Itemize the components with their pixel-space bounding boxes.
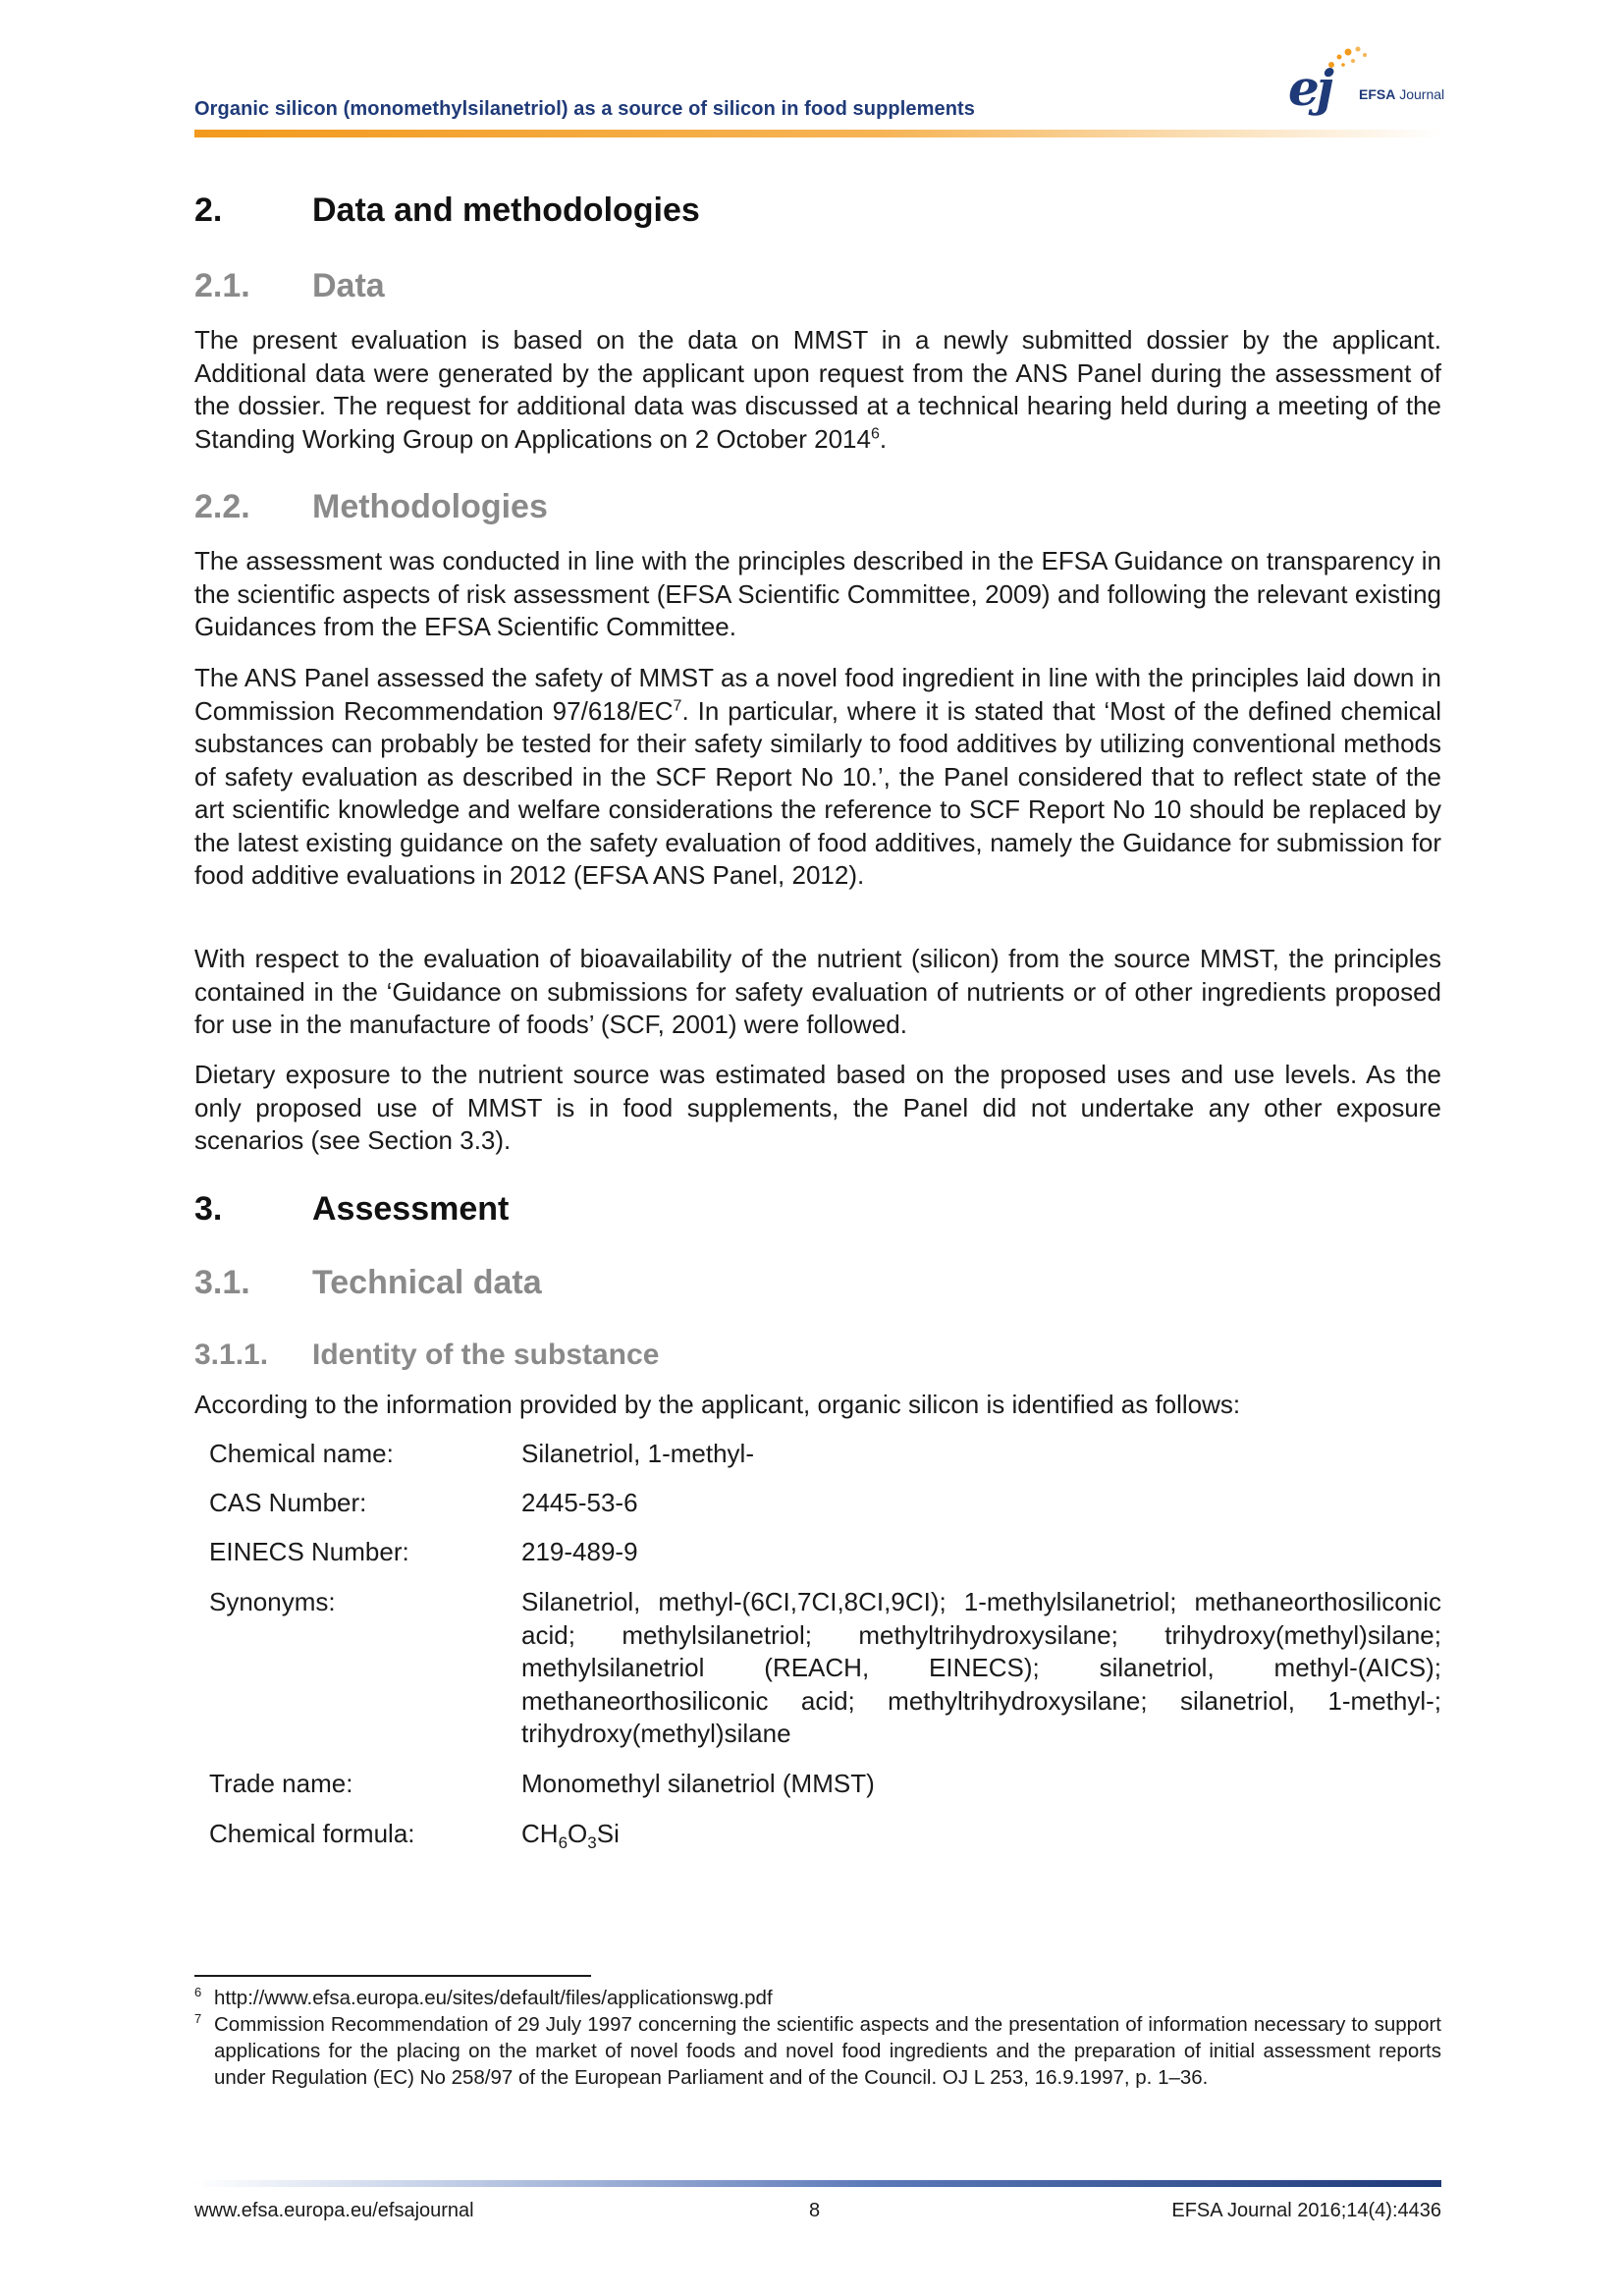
logo-wordmark bbox=[1359, 86, 1444, 102]
paragraph-methodologies-4: Dietary exposure to the nutrient source was estimated based on the proposed uses and use levels. As the only proposed use of MMST is in food supplements, the Panel did not undertake any other exposure scenarios (see Section 3.3). bbox=[194, 1060, 1441, 1155]
footnote-separator bbox=[194, 1975, 591, 1977]
footer-citation: EFSA Journal 2016;14(4):4436 bbox=[1171, 2200, 1441, 2221]
running-title: Organic silicon (monomethylsilanetriol) as a source of silicon in food supplements bbox=[194, 98, 976, 120]
identity-label: CAS Number: bbox=[209, 1488, 367, 1517]
section-number: 3.1.1. bbox=[194, 1339, 269, 1371]
identity-label: Trade name: bbox=[209, 1769, 353, 1798]
identity-intro: According to the information provided by the applicant, organic silicon is identified as follows: bbox=[194, 1390, 1241, 1419]
footnote-ref-6: 6 bbox=[870, 424, 880, 442]
paragraph-methodologies-1: The assessment was conducted in line with the principles described in the EFSA Guidance on transparency in the scientific aspects of risk assessment (EFSA Scientific Committee, 2009) and following the relevant existing Guidances from the EFSA Scientific Committee. bbox=[194, 546, 1441, 641]
section-title: Identity of the substance bbox=[312, 1339, 660, 1371]
section-title: Technical data bbox=[312, 1264, 542, 1301]
paragraph-methodologies-3: With respect to the evaluation of bioavailability of the nutrient (silicon) from the source MMST, the principles contained in the ‘Guidance on submissions for safety evaluation of nutrients or of other ingredients proposed for use in the manufacture of foods’ (SCF, 2001) were followed. bbox=[194, 944, 1441, 1039]
footnote-6 bbox=[194, 1985, 1441, 2011]
footnote-text: Commission Recommendation of 29 July 1997 concerning the scientific aspects and the presentation of information necessary to support applications for the placing on the market of novel foods and novel food ingredients and the preparation of initial assessment reports under Regulation (EC) No 258/97 of the European Parliament and of the Council. OJ L 253, 16.9.1997, p. 1–36. bbox=[214, 2013, 1441, 2089]
identity-label: Synonyms: bbox=[209, 1587, 336, 1616]
footnote-7 bbox=[194, 2011, 1441, 2091]
section-title: Methodologies bbox=[312, 488, 548, 525]
footer-url[interactable]: www.efsa.europa.eu/efsajournal bbox=[194, 2200, 474, 2221]
identity-value: 219-489-9 bbox=[521, 1537, 638, 1566]
section-title: Data and methodologies bbox=[312, 191, 700, 229]
chemical-formula: $CH_6O_3Si$ bbox=[521, 1819, 620, 1853]
paragraph-methodologies-2: The ANS Panel assessed the safety of MMST as a novel food ingredient in line with the principles laid down in Commission Recommendation $97/618/EC^7$. In particular, where it is stated that ‘Most of the defined chemical substances can probably be tested for their safety similarly to food additives by utilizing conventional methods of safety evaluation as described in the SCF Report No 10.’, the Panel considered that to reflect state of the art scientific knowledge and welfare considerations the reference to SCF Report No 10 should be replaced by the latest existing guidance on the safety evaluation of food additives, namely the Guidance for submission for food additive evaluations in 2012 (EFSA ANS Panel, 2012). bbox=[194, 663, 1441, 890]
identity-label: EINECS Number: bbox=[209, 1537, 409, 1566]
section-title: Data bbox=[312, 267, 385, 304]
logo-ej-mark: ej bbox=[1288, 59, 1331, 117]
footnote-text[interactable]: http://www.efsa.europa.eu/sites/default/files/applicationswg.pdf bbox=[214, 1987, 773, 2009]
footer-rule bbox=[194, 2180, 1441, 2187]
paragraph-data: The present evaluation is based on the data on MMST in a newly submitted dossier by the applicant. Additional data were generated by the applicant upon request from the ANS Panel during the assessment of the dossier. The request for additional data was discussed at a technical hearing held during a meeting of the Standing Working Group on Applications on 2 October 2014$^6$. bbox=[194, 325, 1441, 454]
identity-value: Monomethyl silanetriol (MMST) bbox=[521, 1769, 875, 1798]
section-number: 3. bbox=[194, 1190, 223, 1228]
identity-value-synonyms: Silanetriol, methyl-(6CI,7CI,8CI,9CI); 1-methylsilanetriol; methaneorthosiliconic acid; methylsilanetriol; methyltrihydroxysilane; trihydroxy(methyl)silane; methylsilanetriol (REACH, EINECS); silanetriol, methyl-(AICS); methaneorthosiliconic acid; methyltrihydroxysilane; silanetriol, 1-methyl-; trihydroxy(methyl)silane bbox=[521, 1587, 1441, 1748]
identity-label: Chemical name: bbox=[209, 1439, 394, 1468]
section-number: 2. bbox=[194, 191, 223, 229]
footnote-mark: 7 bbox=[194, 2011, 202, 2026]
identity-value: Silanetriol, 1-methyl- bbox=[521, 1439, 754, 1468]
logo-brand: EFSA bbox=[1359, 86, 1396, 102]
identity-label: Chemical formula: bbox=[209, 1819, 415, 1848]
footnote-mark: 6 bbox=[194, 1985, 202, 1999]
header-rule bbox=[194, 130, 1441, 137]
section-number: 2.2. bbox=[194, 488, 250, 525]
efsa-journal-logo bbox=[1288, 43, 1455, 122]
section-title: Assessment bbox=[312, 1190, 510, 1228]
section-number: 3.1. bbox=[194, 1264, 250, 1301]
logo-journal: Journal bbox=[1399, 86, 1445, 102]
identity-value: 2445-53-6 bbox=[521, 1488, 638, 1517]
footnote-ref-7: 7 bbox=[673, 696, 682, 714]
section-number: 2.1. bbox=[194, 267, 250, 304]
page-number: 8 bbox=[809, 2200, 821, 2221]
